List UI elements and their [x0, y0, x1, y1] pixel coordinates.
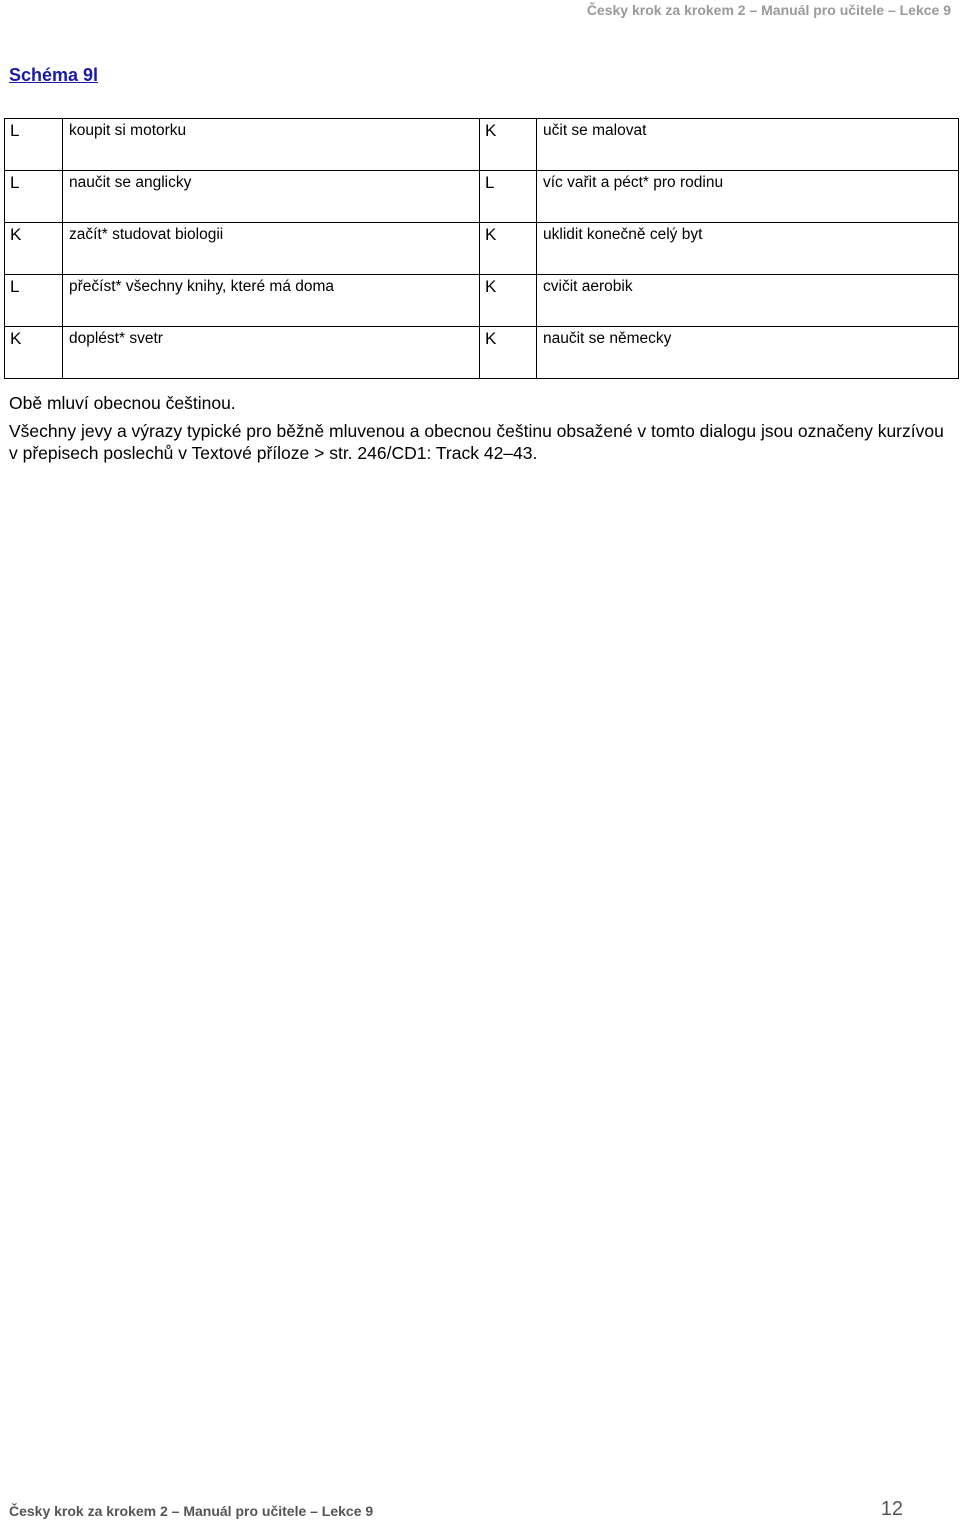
table-row	[5, 223, 959, 275]
left-activity-cell: přečíst* všechny knihy, které má doma	[63, 275, 480, 327]
right-mark-cell: K	[480, 327, 537, 379]
table-row	[5, 119, 959, 171]
left-mark-cell: K	[5, 327, 63, 379]
right-mark-cell: K	[480, 275, 537, 327]
table-row	[5, 327, 959, 379]
left-mark-cell: K	[5, 223, 63, 275]
section-title: Schéma 9l	[9, 65, 99, 85]
left-activity-cell: doplést* svetr	[63, 327, 480, 379]
left-activity-cell: naučit se anglicky	[63, 171, 480, 223]
table-row	[5, 171, 959, 223]
running-header: Česky krok za krokem 2 – Manuál pro učitele – Lekce 9	[586, 2, 951, 18]
note-paragraph: Všechny jevy a výrazy typické pro běžně mluvenou a obecnou češtinu obsažené v tomto dialogu jsou označeny kurzívou v přepisech poslechů v Textové příloze > str. 246/CD1: Track 42–43.	[9, 421, 944, 463]
right-activity-cell: cvičit aerobik	[537, 275, 959, 327]
right-activity-cell: uklidit konečně celý byt	[537, 223, 959, 275]
right-mark-cell: K	[480, 223, 537, 275]
right-activity-cell: učit se malovat	[537, 119, 959, 171]
schema-table	[4, 118, 959, 379]
table-row	[5, 275, 959, 327]
left-activity-cell: začít* studovat biologii	[63, 223, 480, 275]
right-activity-cell: víc vařit a péct* pro rodinu	[537, 171, 959, 223]
footer-title: Česky krok za krokem 2 – Manuál pro učitele – Lekce 9	[9, 1503, 374, 1519]
left-mark-cell: L	[5, 171, 63, 223]
right-mark-cell: L	[480, 171, 537, 223]
page-number: 12	[880, 1498, 903, 1520]
right-activity-cell: naučit se německy	[537, 327, 959, 379]
left-mark-cell: L	[5, 275, 63, 327]
left-mark-cell: L	[5, 119, 63, 171]
right-mark-cell: K	[480, 119, 537, 171]
note-paragraph: Obě mluví obecnou češtinou.	[9, 393, 236, 413]
left-activity-cell: koupit si motorku	[63, 119, 480, 171]
